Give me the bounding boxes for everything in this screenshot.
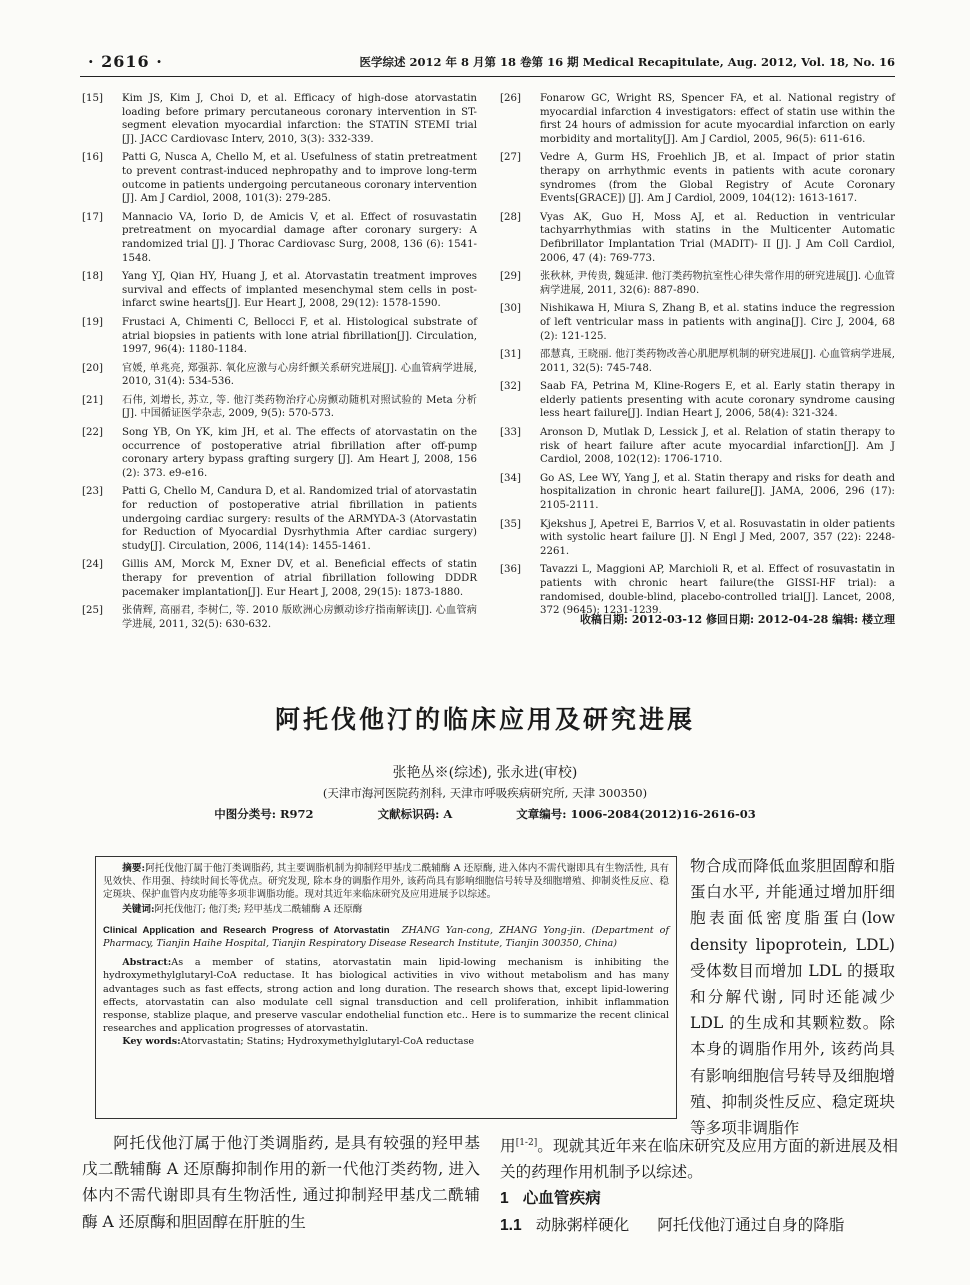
reference-text: Patti G, Nusca A, Chello M, et al. Usefulness of statin pretreatment to prevent contrast-induced nephropathy and to improve long-term outcome in patients undergoing percutaneous coronary intervention [J]. Am J Cardiol, 2008, 101(3): 279-285. [122, 152, 477, 205]
english-abstract-label: Abstract: [122, 957, 172, 969]
header-rule [80, 76, 895, 77]
english-title-line [103, 924, 669, 950]
reference-item [500, 380, 895, 421]
english-keywords-text: Atorvastatin; Statins; Hydroxymethylglutaryl-CoA reductase [180, 1036, 475, 1048]
reference-item [82, 558, 477, 599]
section-heading [500, 1186, 898, 1212]
english-title: Clinical Application and Research Progress of Atorvastatin [103, 924, 390, 936]
author-affiliation: (天津市海河医院药剂科, 天津市呼吸疾病研究所, 天津 300350) [322, 786, 648, 800]
reference-number: [25] [82, 605, 103, 617]
reference-number: [23] [82, 486, 103, 498]
journal-header: 医学综述 2012 年 8 月第 18 卷第 16 期 Medical Recapitulate, Aug. 2012, Vol. 18, No. 16 [359, 55, 895, 69]
reference-item [500, 426, 895, 467]
body-text-right-column [500, 1130, 898, 1239]
reference-text: Song YB, On YK, kim JH, et al. The effects of atorvastatin on the occurrence of postoperative atrial fibrillation after off-pump coronary artery bypass grafting surgery [J]. Am Heart J, 2008, 156 (2): 373. e9-e16. [122, 427, 477, 479]
reference-item [82, 394, 477, 421]
reference-text: Tavazzi L, Maggioni AP, Marchioli R, et al. Effect of rosuvastatin in patients with chronic heart failure(the GISSI-HF trial): a randomised, double-blind, placebo-controlled trial[J]. Lancet, 2008, 372 (9645): 1231-1239. [540, 564, 895, 617]
reference-number: [22] [82, 427, 103, 439]
body-paragraph-continued [500, 1130, 898, 1186]
reference-number: [36] [500, 564, 521, 576]
english-keywords-label: Key words: [122, 1036, 181, 1048]
subsection-number: 1.1 [500, 1216, 522, 1234]
reference-item [82, 485, 477, 553]
english-authors: ZHANG Yan-cong, ZHANG Yong-jin. (Department of Pharmacy, Tianjin Haihe Hospital, Tianjin Respiratory Disease Research Institute, Tianjin 300350, China) [103, 924, 669, 950]
reference-number: [29] [500, 271, 521, 283]
reference-number: [24] [82, 559, 103, 571]
reference-item [82, 211, 477, 265]
reference-number: [30] [500, 303, 521, 315]
reference-text: Patti G, Chello M, Candura D, et al. Randomized trial of atorvastatin for reduction of postoperative atrial fibrillation in patients undergoing cardiac surgery: results of the ARMYDA-3 (Atorvastatin for Reduction of Myocardial Dysrhythmia After cardiac surgery) study[J]. Circulation, 2006, 114(14): 1455-1461. [122, 486, 477, 552]
reference-number: [19] [82, 316, 103, 328]
reference-item [500, 472, 895, 513]
reference-text: Yang YJ, Qian HY, Huang J, et al. Atorvastatin treatment improves survival and effects of implanted mesenchymal stem cells in post-infarct swine hearts[J]. Eur Heart J, 2008, 29(12): 1578-1590. [122, 271, 477, 310]
reference-text: Mannacio VA, Iorio D, de Amicis V, et al. Effect of rosuvastatin pretreatment on myocardial damage after coronary surgery: A randomized trial [J]. J Thorac Cardiovasc Surg, 2008, 136 (6): 1541-1548. [122, 211, 477, 264]
reference-number: [16] [82, 152, 103, 164]
english-abstract-text: As a member of statins, atorvastatin main lipid-lowing mechanism is inhibiting the hydroxymethylglutaryl-CoA reductase. It has biological activities in vivo without metabolism and has many advantages such as fast effects, strong action and long duration. The research shows that, except lipid-lowering effects, atorvastatin can also modulate cell signal transduction and cell proliferation, inhibit inflammation response, stablize plaque, and preserve vascular endothelial function etc.. Here is to summarize the recent clinical researches and application progresses of atorvastatin. [103, 957, 669, 1035]
reference-item [500, 211, 895, 265]
abstract-box [95, 856, 677, 1119]
reference-number: [15] [82, 93, 103, 104]
reference-text: 邵慧真, 王晓丽. 他汀类药物改善心肌肥厚机制的研究进展[J]. 心血管病学进展, 2011, 32(5): 745-748. [540, 349, 895, 374]
section-title: 心血管疾病 [522, 1189, 601, 1207]
reference-number: [34] [500, 472, 521, 484]
clc-number: 中图分类号: R972 [214, 807, 314, 821]
reference-text: Vyas AK, Guo H, Moss AJ, et al. Reduction in ventricular tachyarrhythmias with statins in the Multicenter Automatic Defibrillator Implantation Trial (MADIT)- II [J]. J Am Coll Cardiol, 2006, 47 (4): 769-773. [540, 211, 895, 264]
chinese-keywords-label: 关键词: [122, 903, 155, 915]
body-continued-start: 用 [500, 1137, 516, 1156]
reference-number: [18] [82, 271, 103, 283]
reference-text: 张秋林, 尹传贵, 魏延津. 他汀类药物抗室性心律失常作用的研究进展[J]. 心血管病学进展, 2011, 32(6): 887-890. [540, 271, 895, 296]
reference-number: [26] [500, 93, 521, 104]
chinese-abstract-label: 摘要: [122, 863, 146, 874]
reference-text: 石伟, 刘增长, 苏立, 等. 他汀类药物治疗心房颤动随机对照试验的 Meta 分析[J]. 中国循证医学杂志, 2009, 9(5): 570-573. [122, 394, 477, 420]
reference-item [82, 604, 477, 631]
reference-text: 官媛, 单兆亮, 郑强荪. 氧化应激与心房纤颤关系研究进展[J]. 心血管病学进展, 2010, 31(4): 534-536. [122, 362, 477, 388]
citation-marker: [1-2] [515, 1138, 538, 1148]
subsection-title: 动脉粥样硬化 [535, 1215, 630, 1234]
chinese-keywords-text: 阿托伐他汀; 他汀类; 羟甲基戊二酰辅酶 A 还原酶 [154, 903, 363, 915]
reference-item [82, 92, 477, 146]
subsection-text: 阿托伐他汀通过自身的降脂 [657, 1215, 845, 1234]
reference-text: Frustaci A, Chimenti C, Bellocci F, et al. Histological substrate of atrial biopsies in patients with lone atrial fibrillation[J]. Circulation, 1997, 96(4): 1180-1184. [122, 316, 477, 356]
reference-item [500, 302, 895, 343]
reference-item [82, 426, 477, 480]
reference-item [500, 348, 895, 375]
reference-number: [33] [500, 427, 521, 439]
reference-item [82, 151, 477, 205]
english-keywords [103, 1035, 669, 1048]
reference-item [500, 151, 895, 205]
article-number: 文章编号: 1006-2084(2012)16-2616-03 [516, 807, 756, 821]
reference-text: Saab FA, Petrina M, Kline-Rogers E, et al. Early statin therapy in elderly patients presenting with acute coronary syndrome causing less heart failure[J]. Indian Heart J, 2006, 58(4): 321-324. [540, 381, 895, 420]
reference-number: [28] [500, 211, 521, 223]
body-text-left-column: 阿托伐他汀属于他汀类调脂药, 是具有较强的羟甲基戊二酰辅酶 A 还原酶抑制作用的新一代他汀类药物, 进入体内不需代谢即具有生物活性, 通过抑制羟甲基戊二酰辅酶 A 还原酶和胆固醇在肝脏的生 [82, 1134, 480, 1231]
body-text-narrow-column: 物合成而降低血浆胆固醇和脂蛋白水平, 并能通过增加肝细胞表面低密度脂蛋白(low density lipoprotein, LDL)受体数目而增加 LDL 的摄取和分解代谢, 同时还能减少 LDL 的生成和其颗粒数。除本身的调脂作用外, 该药尚具有影响细胞信号转导及细胞增殖、抑制炎性反应、稳定斑块等多项非调脂作 [690, 857, 895, 1138]
reference-text: Kim JS, Kim J, Choi D, et al. Efficacy of high-dose atorvastatin loading before primary percutaneous coronary intervention in ST-segment elevation myocardial infarction: the STATIN STEMI trial [J]. JACC Cardiovasc Interv, 2010, 3(3): 332-339. [122, 93, 477, 145]
reference-item [82, 270, 477, 311]
reference-text: Kjekshus J, Apetrei E, Barrios V, et al. Rosuvastatin in older patients with systolic heart failure [J]. N Engl J Med, 2007, 357 (22): 2248-2261. [540, 518, 895, 557]
reference-item [500, 518, 895, 559]
reference-number: [27] [500, 152, 521, 164]
body-continued-rest: 。现就其近年来在临床研究及应用方面的新进展及相关的药理作用机制予以综述。 [500, 1137, 898, 1182]
article-title: 阿托伐他汀的临床应用及研究进展 [274, 705, 695, 734]
reference-text: Fonarow GC, Wright RS, Spencer FA, et al. National registry of myocardial infarction 4 investigators: effect of statin use within the first 24 hours of admission for acute myocardial infarction on early morbidity and mortality[J]. Am J Cardiol, 2005, 96(5): 611-616. [540, 93, 895, 145]
classification-line [0, 806, 970, 822]
reference-item [500, 270, 895, 297]
reference-text: 张倩辉, 高丽君, 李树仁, 等. 2010 版欧洲心房颤动诊疗指南解读[J]. 心血管病学进展, 2011, 32(5): 630-632. [122, 605, 477, 630]
reference-number: [32] [500, 381, 521, 393]
reference-text: Nishikawa H, Miura S, Zhang B, et al. statins induce the regression of left ventricular mass in patients with angina[J]. Circ J, 2004, 68 (2): 121-125. [540, 303, 895, 342]
reference-item [82, 362, 477, 389]
reference-number: [21] [82, 394, 103, 406]
reference-item [500, 92, 895, 146]
references-left-column [82, 92, 477, 636]
chinese-abstract-text: 阿托伐他汀属于他汀类调脂药, 其主要调脂机制为抑制羟甲基戊二酰辅酶 A 还原酶, 进入体内不需代谢即具有生物活性, 具有见效快、作用强、持续时间长等优点。研究发现, 除本身的调脂作用外, 该药尚具有影响细胞信号转导及细胞增殖、抑制炎性反应、稳定斑块、保护血管内皮功能等多项非调脂功能。现对其近年来临床研究及应用进展予以综述。 [103, 863, 670, 901]
reference-item [82, 316, 477, 357]
chinese-keywords [103, 903, 669, 916]
page-number: · 2616 · [88, 52, 163, 71]
reference-number: [31] [500, 349, 521, 361]
reference-text: Aronson D, Mutlak D, Lessick J, et al. Relation of statin therapy to risk of heart failure after acute myocardial infarction[J]. Am J Cardiol, 2008, 102(12): 1706-1710. [540, 427, 895, 466]
english-abstract [103, 956, 669, 1035]
document-code: 文献标识码: A [377, 807, 453, 821]
reference-number: [35] [500, 518, 521, 530]
reference-text: Gillis AM, Morck M, Exner DV, et al. Beneficial effects of statin therapy for prevention of atrial fibrillation following DDDR pacemaker implantation[J]. Eur Heart J, 2008, 29(15): 1873-1880. [122, 559, 477, 598]
references-right-column [500, 92, 895, 623]
chinese-abstract [103, 862, 669, 902]
reference-text: Go AS, Lee WY, Yang J, et al. Statin therapy and risks for death and hospitalization in chronic heart failure[J]. JAMA, 2006, 296 (17): 2105-2111. [540, 472, 895, 512]
reference-number: [20] [82, 362, 103, 374]
subsection-line [500, 1212, 898, 1239]
reference-item [500, 563, 895, 617]
article-authors: 张艳丛※(综述), 张永进(审校) [392, 765, 578, 781]
section-number: 1 [500, 1189, 509, 1207]
reference-number: [17] [82, 211, 103, 223]
reference-text: Vedre A, Gurm HS, Froehlich JB, et al. Impact of prior statin therapy on arrhythmic events in patients with acute coronary syndromes (from the Global Registry of Acute Coronary Events[GRACE]) [J]. Am J Cardiol, 2009, 104(12): 1613-1617. [540, 152, 895, 205]
received-dates: 收稿日期: 2012-03-12 修回日期: 2012-04-28 编辑: 楼立理 [579, 613, 895, 626]
